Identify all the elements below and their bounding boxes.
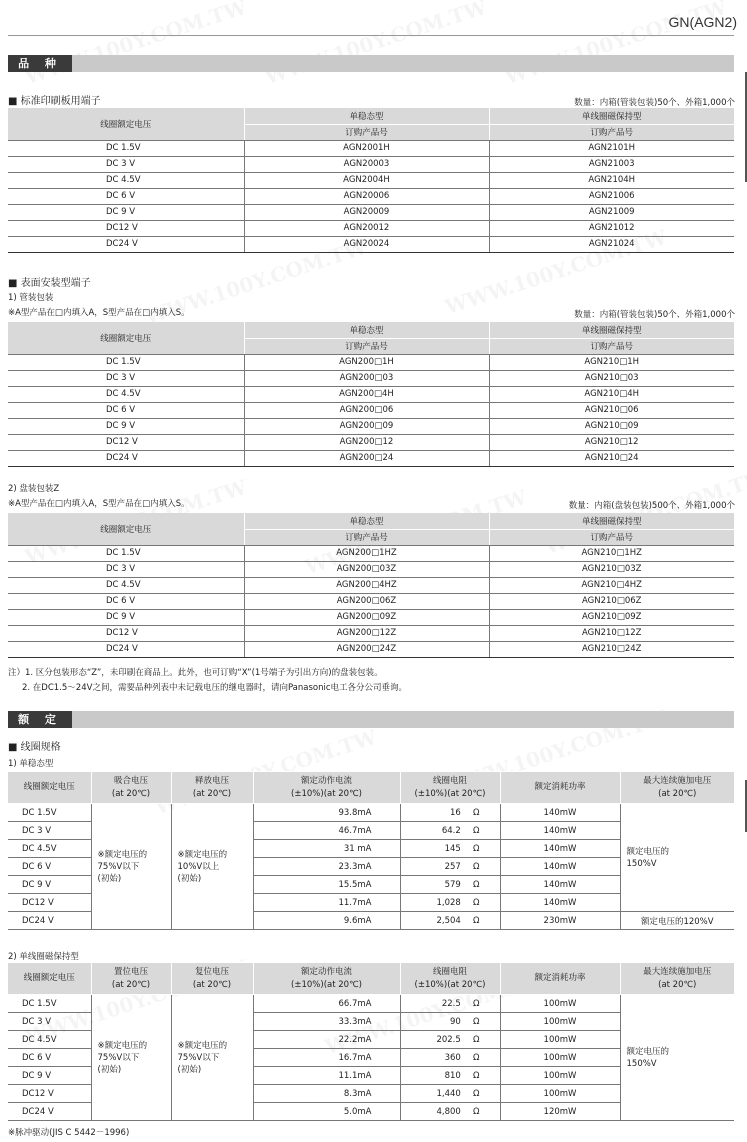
col-header-order: 订购产品号 [244,529,489,545]
max-voltage-note [620,995,734,1121]
latch-part-number: AGN210□24 [489,450,734,466]
ohm-unit: Ω [473,1070,480,1081]
row-voltage: DC 1.5V [8,354,244,370]
coil-resistance [400,1067,500,1085]
rated-current: 11.1mA [253,1067,400,1085]
row-voltage: DC 9 V [8,418,244,434]
pcb-quantity: 数量：内箱(管装包装)50个、外箱1,000个 [574,98,735,108]
resistance-value: 1,028 [436,897,461,908]
row-voltage: DC 1.5V [8,545,244,561]
col-header-rated-voltage: 线圈额定电压 [8,963,91,995]
col-header-reset [171,963,253,995]
header-line: 最大连续施加电压 [643,775,712,786]
coil-resistance [400,1013,500,1031]
col-header-pickup [91,772,171,804]
note-line: (初始) [97,1064,122,1075]
smd-reel-table [8,513,734,658]
table-row [8,140,734,156]
header-line: (at 20℃) [111,788,151,799]
ohm-unit: Ω [473,861,480,872]
row-voltage: DC24 V [8,236,244,252]
smd-reel-quantity: 数量：内箱(盘装包装)500个、外箱1,000个 [568,501,735,511]
row-voltage: DC 9 V [8,609,244,625]
col-header-drop [171,772,253,804]
header-line: 额定动作电流 [300,775,352,786]
latch-part-number: AGN2101H [489,140,734,156]
coil-resistance [400,894,500,912]
table-row [8,450,734,466]
ohm-unit: Ω [473,1052,480,1063]
latch-part-number: AGN21003 [489,156,734,172]
col-header-single: 单稳态型 [244,513,489,529]
col-header-order: 订购产品号 [489,338,734,354]
row-voltage: DC 9 V [8,1067,91,1085]
note-line: (初始) [177,873,202,884]
rated-power: 100mW [500,995,620,1013]
resistance-value: 579 [444,879,461,890]
col-header-order: 订购产品号 [489,124,734,140]
col-header-coil-voltage: 线圈额定电压 [8,108,244,140]
row-voltage: DC 1.5V [8,140,244,156]
single-part-number: AGN200□03Z [244,561,489,577]
latch-part-number: AGN21024 [489,236,734,252]
row-voltage: DC 6 V [8,858,91,876]
header-line: 最大连续施加电压 [643,966,712,977]
note-line: (初始) [97,873,122,884]
table-row [8,641,734,657]
single-part-number: AGN2004H [244,172,489,188]
header-line: (±10%)(at 20℃) [291,979,362,990]
latch-part-number: AGN210□09Z [489,609,734,625]
header-line: (±10%)(at 20℃) [414,788,486,799]
note-cell-2 [171,804,253,930]
single-part-number: AGN20009 [244,204,489,220]
row-voltage: DC 9 V [8,204,244,220]
note-line: ※额定电压的 [97,849,148,860]
row-voltage: DC 6 V [8,593,244,609]
rated-power: 140mW [500,840,620,858]
note-cell-1 [91,804,171,930]
rated-power: 100mW [500,1049,620,1067]
page-title: GN(AGN2) [668,14,737,30]
single-part-number: AGN200□06 [244,402,489,418]
col-header-current [253,772,400,804]
row-voltage: DC 6 V [8,1049,91,1067]
header-line: 释放电压 [194,775,229,786]
coil-resistance [400,995,500,1013]
resistance-value: 64.2 [441,825,461,836]
note-line: ※额定电压的 [177,849,228,860]
col-header-coil-voltage: 线圈额定电压 [8,513,244,545]
latch-part-number: AGN21009 [489,204,734,220]
col-header-max [620,772,734,804]
single-part-number: AGN200□24Z [244,641,489,657]
header-line: 置位电压 [113,966,148,977]
single-part-number: AGN200□09 [244,418,489,434]
coil-resistance [400,822,500,840]
single-part-number: AGN200□1HZ [244,545,489,561]
table-row [8,172,734,188]
header-line: (at 20℃) [111,979,151,990]
resistance-value: 145 [444,843,461,854]
single-part-number: AGN200□4H [244,386,489,402]
latch-part-number: AGN210□4H [489,386,734,402]
rated-power: 100mW [500,1013,620,1031]
table-row [8,593,734,609]
single-part-number: AGN200□1H [244,354,489,370]
coil-latch-title: 2) 单线圈磁保持型 [8,952,79,962]
rated-current: 15.5mA [253,876,400,894]
header-line: (±10%)(at 20℃) [291,788,362,799]
table-row [8,609,734,625]
row-voltage: DC 4.5V [8,172,244,188]
col-header-order: 订购产品号 [244,338,489,354]
note-1: 注）1. 区分包装形态“Z”，未印刷在商品上。此外，也可订购“X”(1号端子为引出方向)的盘装包装。 [8,668,383,678]
note-line: 150%V [626,1058,657,1069]
rated-power: 140mW [500,804,620,822]
note-line: (初始) [177,1064,202,1075]
latch-part-number: AGN210□09 [489,418,734,434]
col-header-latch: 单线圈磁保持型 [489,322,734,338]
latch-part-number: AGN21006 [489,188,734,204]
row-voltage: DC 1.5V [8,804,91,822]
table-row [8,995,734,1013]
row-voltage: DC 3 V [8,156,244,172]
col-header-coil-voltage: 线圈额定电压 [8,322,244,354]
single-part-number: AGN200□12 [244,434,489,450]
ohm-unit: Ω [473,825,480,836]
rated-power: 230mW [500,912,620,930]
resistance-value: 4,800 [436,1106,461,1117]
row-voltage: DC12 V [8,220,244,236]
ohm-unit: Ω [473,897,480,908]
note-line: ※额定电压的 [97,1040,148,1051]
coil-resistance [400,1085,500,1103]
section-bar-product [8,55,734,72]
table-row [8,545,734,561]
rated-power: 100mW [500,1031,620,1049]
latch-part-number: AGN210□4HZ [489,577,734,593]
header-line: (at 20℃) [658,788,697,799]
col-header-order: 订购产品号 [489,529,734,545]
col-header-resistance [400,772,500,804]
col-header-rated-voltage: 线圈额定电压 [8,772,91,804]
rated-power: 140mW [500,894,620,912]
header-line: 线圈电阻 [432,775,467,786]
smd-tube-quantity: 数量：内箱(管装包装)50个、外箱1,000个 [574,310,735,320]
latch-part-number: AGN210□1H [489,354,734,370]
rated-current: 31 mA [253,840,400,858]
resistance-value: 202.5 [436,1034,461,1045]
row-voltage: DC12 V [8,1085,91,1103]
note-line: 额定电压的 [626,1046,670,1057]
rated-current: 22.2mA [253,1031,400,1049]
rated-power: 140mW [500,858,620,876]
coil-resistance [400,1103,500,1121]
latch-part-number: AGN210□24Z [489,641,734,657]
rated-power: 140mW [500,876,620,894]
table-row [8,434,734,450]
row-voltage: DC12 V [8,894,91,912]
header-line: 吸合电压 [113,775,148,786]
table-row [8,220,734,236]
rated-power: 100mW [500,1085,620,1103]
col-header-set [91,963,171,995]
single-part-number: AGN20012 [244,220,489,236]
single-part-number: AGN200□06Z [244,593,489,609]
table-row [8,236,734,252]
note-line: ※额定电压的 [177,1040,228,1051]
resistance-value: 810 [444,1070,461,1081]
ohm-unit: Ω [473,843,480,854]
row-voltage: DC 6 V [8,402,244,418]
row-voltage: DC 4.5V [8,577,244,593]
row-voltage: DC 3 V [8,370,244,386]
pcb-table [8,108,734,253]
single-part-number: AGN2001H [244,140,489,156]
table-row [8,204,734,220]
coil-latch-table [8,962,734,1121]
latch-part-number: AGN210□03 [489,370,734,386]
watermark [22,0,250,89]
smd-note-ax: ※A型产品在□内填入A，S型产品在□内填入S。 [8,499,190,509]
latch-part-number: AGN210□03Z [489,561,734,577]
note-2: 2. 在DC1.5～24V之间，需要品种列表中未记载电压的继电器时，请向Panasonic电工各分公司垂询。 [22,683,408,693]
single-part-number: AGN200□09Z [244,609,489,625]
note-cell-2 [171,995,253,1121]
latch-part-number: AGN210□12Z [489,625,734,641]
table-row [8,156,734,172]
single-part-number: AGN200□4HZ [244,577,489,593]
table-row [8,402,734,418]
single-part-number: AGN20003 [244,156,489,172]
smd-note-ax: ※A型产品在□内填入A，S型产品在□内填入S。 [8,308,190,318]
coil-single-title: 1) 单稳态型 [8,759,54,769]
row-voltage: DC 4.5V [8,386,244,402]
table-row [8,386,734,402]
table-row [8,370,734,386]
col-header-single: 单稳态型 [244,108,489,124]
row-voltage: DC24 V [8,641,244,657]
rated-power: 140mW [500,822,620,840]
row-voltage: DC 6 V [8,188,244,204]
col-header-power: 额定消耗功率 [500,772,620,804]
coil-single-table [8,771,734,930]
note-line: 150%V [626,858,657,869]
smd-heading: ■ 表面安装型端子 [8,278,91,289]
latch-part-number: AGN210□12 [489,434,734,450]
latch-part-number: AGN210□06 [489,402,734,418]
resistance-value: 16 [449,807,461,818]
row-voltage: DC 9 V [8,876,91,894]
latch-part-number: AGN21012 [489,220,734,236]
smd-tube-table [8,322,734,467]
coil-resistance [400,876,500,894]
col-header-current [253,963,400,995]
resistance-value: 2,504 [436,915,461,926]
single-part-number: AGN200□24 [244,450,489,466]
table-row [8,561,734,577]
coil-resistance [400,840,500,858]
col-header-resistance [400,963,500,995]
col-header-max [620,963,734,995]
rated-current: 93.8mA [253,804,400,822]
row-voltage: DC 3 V [8,561,244,577]
ohm-unit: Ω [473,1088,480,1099]
col-header-latch: 单线圈磁保持型 [489,108,734,124]
table-row [8,418,734,434]
note-line: 75%V以下 [97,1052,140,1063]
rated-power: 120mW [500,1103,620,1121]
row-voltage: DC 3 V [8,1013,91,1031]
row-voltage: DC 3 V [8,822,91,840]
rated-current: 11.7mA [253,894,400,912]
row-voltage: DC24 V [8,450,244,466]
note-cell-1 [91,995,171,1121]
ohm-unit: Ω [473,1106,480,1117]
rated-current: 66.7mA [253,995,400,1013]
header-line: (±10%)(at 20℃) [414,979,486,990]
table-row [8,188,734,204]
single-part-number: AGN20024 [244,236,489,252]
table-row [8,577,734,593]
watermark [262,0,490,89]
resistance-value: 1,440 [436,1088,461,1099]
latch-part-number: AGN210□1HZ [489,545,734,561]
table-row [8,354,734,370]
col-header-single: 单稳态型 [244,322,489,338]
resistance-value: 360 [444,1052,461,1063]
header-divider [8,35,734,36]
header-line: (at 20℃) [192,788,232,799]
rated-current: 23.3mA [253,858,400,876]
ohm-unit: Ω [473,879,480,890]
header-line: (at 20℃) [658,979,697,990]
col-header-order: 订购产品号 [244,124,489,140]
rated-current: 8.3mA [253,1085,400,1103]
coil-heading: ■ 线圈规格 [8,742,61,753]
row-voltage: DC 4.5V [8,840,91,858]
section-label: 额 定 [8,711,72,728]
rated-power: 100mW [500,1067,620,1085]
ohm-unit: Ω [473,1016,480,1027]
rated-current: 5.0mA [253,1103,400,1121]
max-voltage-note [620,804,734,912]
rated-current: 9.6mA [253,912,400,930]
header-line: (at 20℃) [192,979,232,990]
header-line: 复位电压 [194,966,229,977]
row-voltage: DC12 V [8,434,244,450]
table-row [8,804,734,822]
resistance-value: 22.5 [441,998,461,1009]
section-bar-rating [8,711,734,728]
row-voltage: DC12 V [8,625,244,641]
ohm-unit: Ω [473,807,480,818]
row-voltage: DC 1.5V [8,995,91,1013]
coil-resistance [400,804,500,822]
single-part-number: AGN20006 [244,188,489,204]
coil-resistance [400,912,500,930]
col-header-power: 额定消耗功率 [500,963,620,995]
single-part-number: AGN200□12Z [244,625,489,641]
coil-resistance [400,1031,500,1049]
coil-resistance [400,858,500,876]
ohm-unit: Ω [473,1034,480,1045]
header-line: 额定动作电流 [300,966,352,977]
note-line: 75%V以下 [177,1052,220,1063]
smd-reel-title: 2) 盘装包装Z [8,484,60,494]
latch-part-number: AGN210□06Z [489,593,734,609]
row-voltage: DC24 V [8,1103,91,1121]
coil-resistance [400,1049,500,1067]
note-line: 额定电压的 [626,846,670,857]
header-line: 线圈电阻 [432,966,467,977]
rated-current: 16.7mA [253,1049,400,1067]
smd-tube-title: 1) 管装包装 [8,293,54,303]
pulse-note: ※脉冲驱动(JIS C 5442－1996) [8,1128,130,1138]
note-line: 10%V以上 [177,861,220,872]
row-voltage: DC24 V [8,912,91,930]
max-voltage-note-24v: 额定电压的120%V [620,912,734,930]
ohm-unit: Ω [473,998,480,1009]
section-label: 品 种 [8,55,72,72]
note-line: 75%V以下 [97,861,140,872]
table-row [8,625,734,641]
rated-current: 46.7mA [253,822,400,840]
rated-current: 33.3mA [253,1013,400,1031]
col-header-latch: 单线圈磁保持型 [489,513,734,529]
resistance-value: 90 [449,1016,461,1027]
row-voltage: DC 4.5V [8,1031,91,1049]
pcb-heading: ■ 标准印刷板用端子 [8,96,101,107]
single-part-number: AGN200□03 [244,370,489,386]
ohm-unit: Ω [473,915,480,926]
latch-part-number: AGN2104H [489,172,734,188]
resistance-value: 257 [444,861,461,872]
